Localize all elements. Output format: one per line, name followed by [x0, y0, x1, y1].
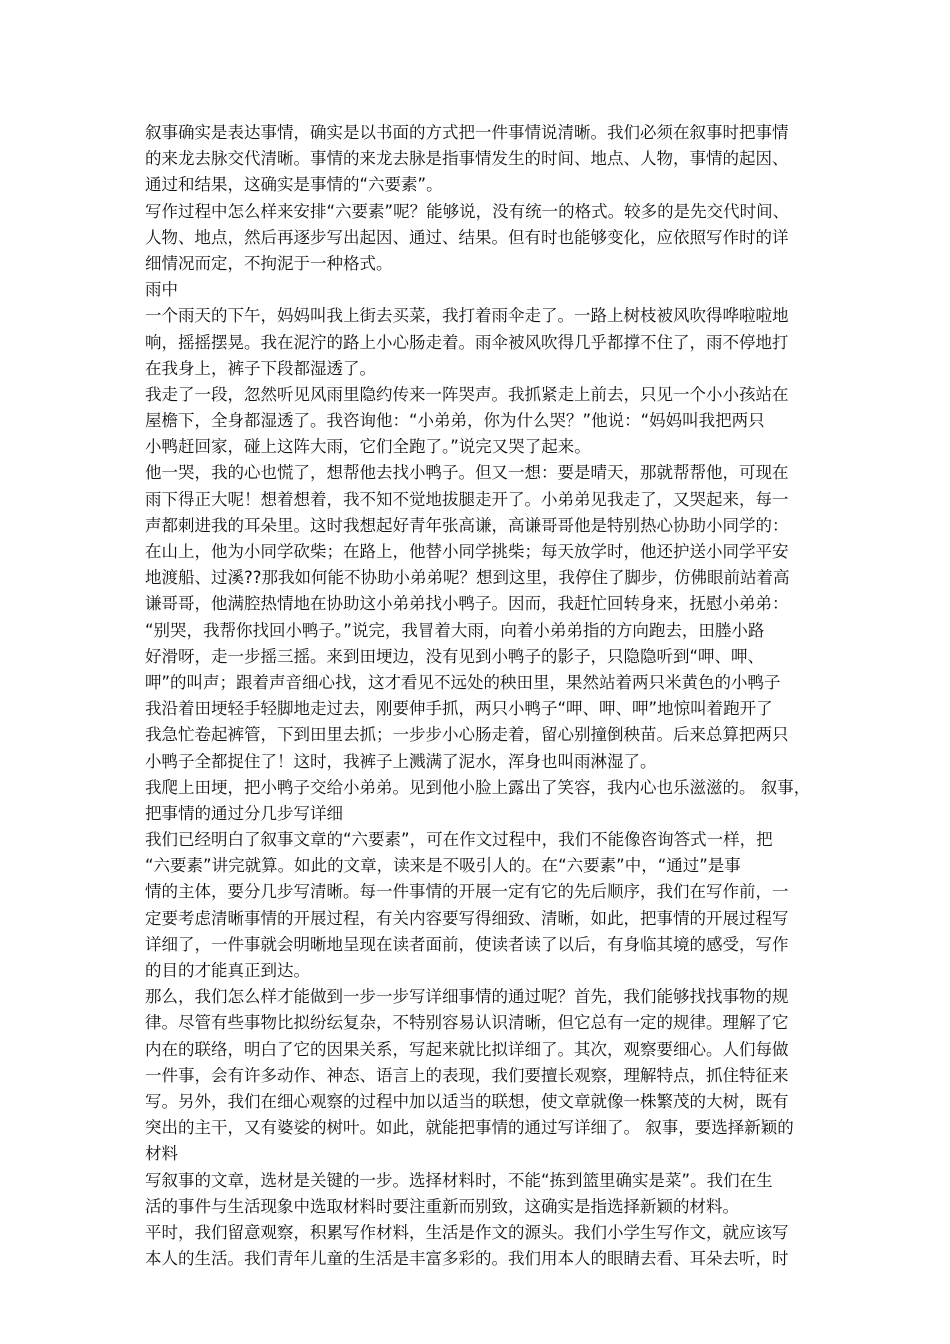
text-line: 我急忙卷起裤管，下到田里去抓；一步步小心肠走着，留心别撞倒秧苗。后来总算把两只 [145, 725, 789, 745]
text-line: 好滑呀，走一步摇三摇。来到田埂边，没有见到小鸭子的影子，只隐隐听到“呷、呷、 [145, 646, 765, 666]
text-line: 我爬上田埂，把小鸭子交给小弟弟。见到他小脸上露出了笑容，我内心也乐滋滋的。 叙事， [145, 777, 811, 797]
text-line: 突出的主干，又有婆娑的树叶。如此，就能把事情的通过写详细了。 叙事，要选择新颖的 [145, 1118, 794, 1138]
text-line: 雨中 [145, 280, 178, 300]
text-line: 人物、地点，然后再逐步写出起因、通过、结果。但有时也能够变化，应依照写作时的详 [145, 227, 789, 247]
text-line: 声都刺进我的耳朵里。这时我想起好青年张高谦，高谦哥哥他是特别热心协助小同学的： [145, 515, 789, 535]
text-line: 在山上，他为小同学砍柴；在路上，他替小同学挑柴；每天放学时，他还护送小同学平安 [145, 542, 789, 561]
text-line: 我们已经明白了叙事文章的“六要素”，可在作文过程中，我们不能像咨询答式一样，把 [145, 830, 773, 850]
text-line: 写叙事的文章，选材是关键的一步。选择材料时，不能“拣到篮里确实是菜”。我们在生 [145, 1170, 773, 1190]
text-line: 叙事确实是表达事情，确实是以书面的方式把一件事情说清晰。我们必须在叙事时把事情 [145, 123, 789, 142]
text-line: 内在的联络，明白了它的因果关系，写起来就比拟详细了。其次，观察要细心。人们每做 [145, 1039, 789, 1059]
text-line: 写。另外，我们在细心观察的过程中加以适当的联想，使文章就像一株繁茂的大树，既有 [145, 1091, 789, 1111]
text-line: “别哭，我帮你找回小鸭子。”说完，我冒着大雨，向着小弟弟指的方向跑去，田塍小路 [145, 620, 765, 640]
document-body [145, 120, 815, 1272]
text-line: 在我身上，裤子下段都湿透了。 [145, 358, 376, 378]
text-line: 一件事，会有许多动作、神态、语言上的表现，我们要擅长观察，理解特点，抓住特征来 [145, 1065, 789, 1085]
text-line: 把事情的通过分几步写详细 [145, 803, 343, 823]
text-line: 小鸭赶回家，碰上这阵大雨，它们全跑了。”说完又哭了起来。 [145, 437, 591, 457]
text-line: 地渡船、过溪??那我如何能不协助小弟弟呢？想到这里，我停住了脚步，仿佛眼前站着高 [145, 568, 790, 588]
text-line: 活的事件与生活现象中选取材料时要注重新而别致，这确实是指选择新颖的材料。 [145, 1196, 739, 1216]
text-line: 平时，我们留意观察，积累写作材料，生活是作文的源头。我们小学生写作文，就应该写 [145, 1222, 789, 1242]
text-line: 屋檐下，全身都湿透了。我咨询他：“小弟弟，你为什么哭？”他说：“妈妈叫我把两只 [145, 411, 765, 431]
text-line: 律。尽管有些事物比拟纷纭复杂，不特别容易认识清晰，但它总有一定的规律。理解了它 [145, 1013, 789, 1033]
text-line: 我走了一段，忽然听见风雨里隐约传来一阵哭声。我抓紧走上前去，只见一个小小孩站在 [145, 384, 789, 404]
text-line: 材料 [145, 1144, 178, 1164]
text-line: 我沿着田埂轻手轻脚地走过去，刚要伸手抓，两只小鸭子“呷、呷、呷”地惊叫着跑开了 [145, 699, 773, 719]
text-line: “六要素”讲完就算。如此的文章，读来是不吸引人的。在“六要素”中，“通过”是事 [145, 856, 741, 876]
text-line: 详细了，一件事就会明晰地呈现在读者面前，使读者读了以后，有身临其境的感受，写作 [145, 934, 789, 954]
text-line: 一个雨天的下午，妈妈叫我上街去买菜，我打着雨伞走了。一路上树枝被风吹得哗啦啦地 [145, 306, 789, 326]
text-line: 雨下得正大呢！想着想着，我不知不觉地拔腿走开了。小弟弟见我走了，又哭起来，每一 [145, 489, 789, 509]
text-line: 小鸭子全都捉住了！这时，我裤子上溅满了泥水，浑身也叫雨淋湿了。 [145, 751, 657, 771]
text-line: 的来龙去脉交代清晰。事情的来龙去脉是指事情发生的时间、地点、人物，事情的起因、 [145, 149, 789, 169]
text-line: 那么，我们怎么样才能做到一步一步写详细事情的通过呢？首先，我们能够找找事物的规 [145, 987, 789, 1007]
text-line: 情的主体，要分几步写清晰。每一件事情的开展一定有它的先后顺序，我们在写作前，一 [145, 882, 789, 902]
text-line: 谦哥哥，他满腔热情地在协助这小弟弟找小鸭子。因而，我赶忙回转身来，抚慰小弟弟： [145, 594, 789, 614]
text-line: 呷”的叫声；跟着声音细心找，这才看见不远处的秧田里，果然站着两只米黄色的小鸭子 [145, 672, 781, 692]
text-line: 响，摇摇摆晃。我在泥泞的路上小心肠走着。雨伞被风吹得几乎都撑不住了，雨不停地打 [145, 332, 789, 352]
text-line: 定要考虑清晰事情的开展过程，有关内容要写得细致、清晰，如此，把事情的开展过程写 [145, 908, 789, 928]
text-line: 写作过程中怎么样来安排“六要素”呢？能够说，没有统一的格式。较多的是先交代时间、 [145, 201, 790, 221]
text-line: 细情况而定，不拘泥于一种格式。 [145, 253, 393, 273]
text-line: 他一哭，我的心也慌了，想帮他去找小鸭子。但又一想：要是晴天，那就帮帮他，可现在 [145, 463, 789, 483]
text-line: 通过和结果，这确实是事情的“六要素”。 [145, 175, 443, 195]
text-line: 本人的生活。我们青年儿童的生活是丰富多彩的。我们用本人的眼睛去看、耳朵去听，时 [145, 1249, 789, 1269]
text-line: 的目的才能真正到达。 [145, 961, 310, 980]
